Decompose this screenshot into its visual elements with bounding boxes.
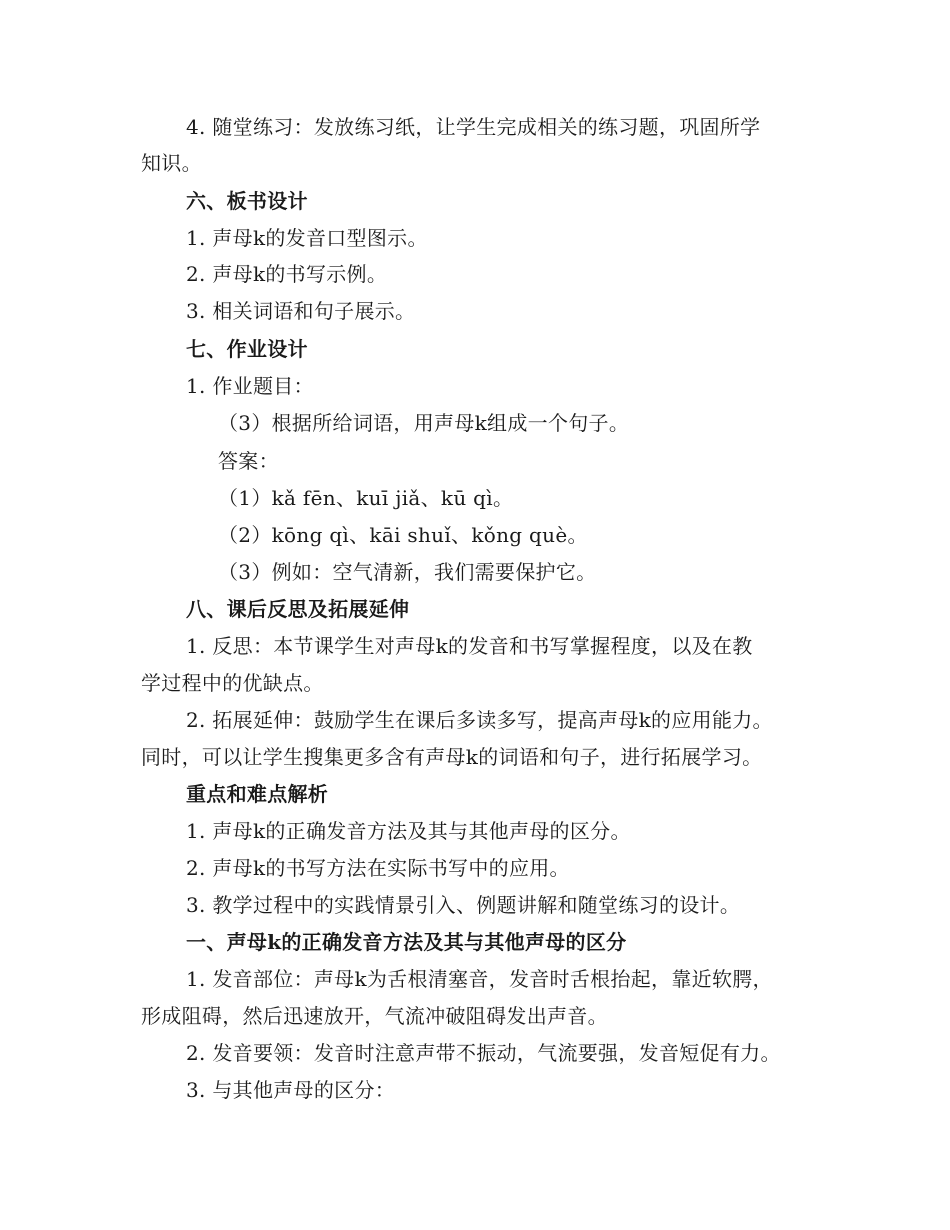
list-item-homework-1: 1. 作业题目： xyxy=(186,374,314,398)
paragraph-essentials: 2. 发音要领：发音时注意声带不振动，气流要强，发音短促有力。 xyxy=(186,1041,781,1065)
paragraph-extension-cont: 同时，可以让学生搜集更多含有声母k的词语和句子，进行拓展学习。 xyxy=(141,745,763,769)
paragraph-articulation-cont: 形成阻碍，然后迅速放开，气流冲破阻碍发出声音。 xyxy=(141,1004,608,1028)
list-item-board-1: 1. 声母k的发音口型图示。 xyxy=(186,226,428,250)
section-heading-board-design: 六、板书设计 xyxy=(186,189,308,213)
section-heading-reflection: 八、课后反思及拓展延伸 xyxy=(186,597,410,621)
paragraph-reflection-cont: 学过程中的优缺点。 xyxy=(141,671,324,695)
paragraph-practice: 4. 随堂练习：发放练习纸，让学生完成相关的练习题，巩固所学 xyxy=(186,115,761,139)
answer-2: （2）kōng qì、kāi shuǐ、kǒng què。 xyxy=(218,523,588,547)
answer-label: 答案： xyxy=(218,449,279,473)
list-item-board-2: 2. 声母k的书写示例。 xyxy=(186,262,388,286)
paragraph-extension: 2. 拓展延伸：鼓励学生在课后多读多写，提高声母k的应用能力。 xyxy=(186,708,773,732)
answer-3: （3）例如：空气清新，我们需要保护它。 xyxy=(218,560,597,584)
list-item-key-1: 1. 声母k的正确发音方法及其与其他声母的区分。 xyxy=(186,819,631,843)
list-item-key-3: 3. 教学过程中的实践情景引入、例题讲解和随堂练习的设计。 xyxy=(186,893,741,917)
section-heading-homework: 七、作业设计 xyxy=(186,337,308,361)
paragraph-articulation: 1. 发音部位：声母k为舌根清塞音，发音时舌根抬起，靠近软腭， xyxy=(186,967,773,991)
paragraph-distinction: 3. 与其他声母的区分： xyxy=(186,1078,396,1102)
list-item-key-2: 2. 声母k的书写方法在实际书写中的应用。 xyxy=(186,856,570,880)
answer-1: （1）kǎ fēn、kuī jiǎ、kū qì。 xyxy=(218,486,514,510)
list-item-board-3: 3. 相关词语和句子展示。 xyxy=(186,299,416,323)
section-heading-pronunciation: 一、声母k的正确发音方法及其与其他声母的区分 xyxy=(186,930,627,954)
homework-question-3: （3）根据所给词语，用声母k组成一个句子。 xyxy=(218,411,630,435)
paragraph-reflection: 1. 反思：本节课学生对声母k的发音和书写掌握程度，以及在教 xyxy=(186,634,753,658)
section-heading-key-points: 重点和难点解析 xyxy=(186,782,329,806)
paragraph-practice-cont: 知识。 xyxy=(141,151,202,175)
